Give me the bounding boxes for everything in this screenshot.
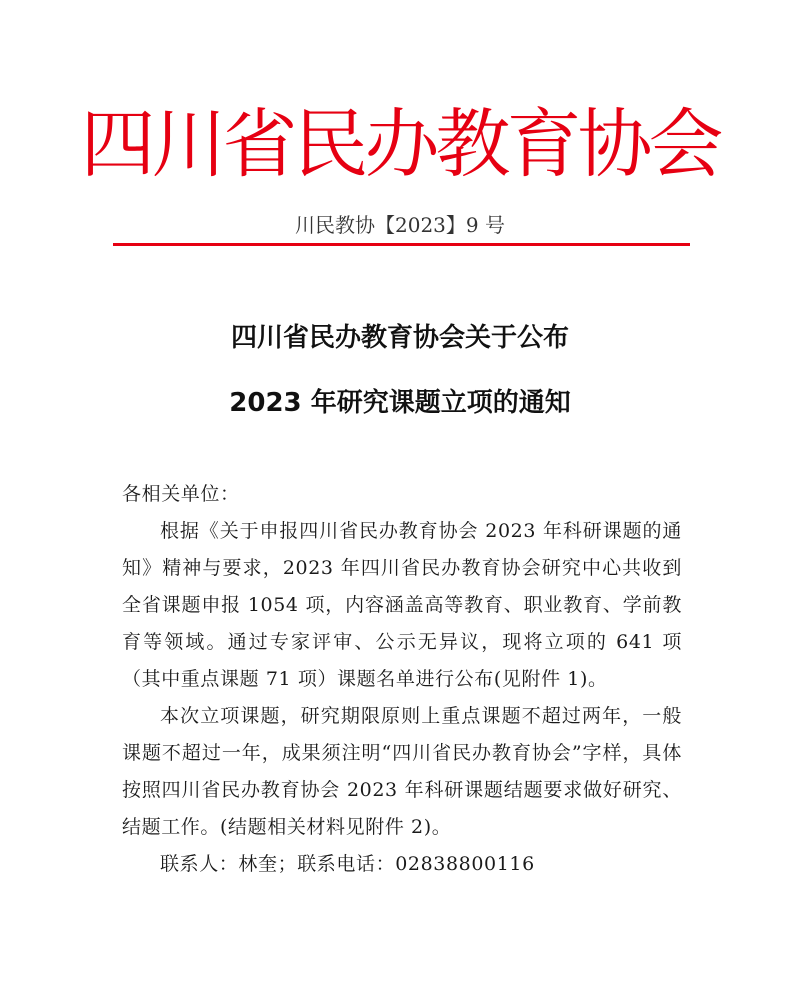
document-number: 川民教协【2023】9 号: [295, 213, 505, 237]
document-body: [122, 476, 682, 883]
body-paragraph-1: 根据《关于申报四川省民办教育协会 2023 年科研课题的通知》精神与要求，2023 年四川省民办教育协会研究中心共收到全省课题申报 1054 项，内容涵盖高等教育、职业教育、学前教育等领域。通过专家评审、公示无异议，现将立项的 641 项（其中重点课题 71 项）课题名单进行公布(见附件 1)。: [122, 520, 682, 690]
salutation: 各相关单位：: [122, 483, 240, 505]
organization-masthead: 四川省民办教育协会: [80, 100, 720, 188]
contact-line: 联系人：林奎；联系电话：02838800116: [160, 853, 535, 875]
document-title-line-2: 2023 年研究课题立项的通知: [229, 388, 571, 418]
red-divider: [113, 243, 690, 246]
body-paragraph-2: 本次立项课题，研究期限原则上重点课题不超过两年，一般课题不超过一年，成果须注明“四川省民办教育协会”字样，具体按照四川省民办教育协会 2023 年科研课题结题要求做好研究、结题工作。(结题相关材料见附件 2)。: [122, 705, 682, 838]
document-title-line-1: 四川省民办教育协会关于公布: [230, 323, 569, 353]
